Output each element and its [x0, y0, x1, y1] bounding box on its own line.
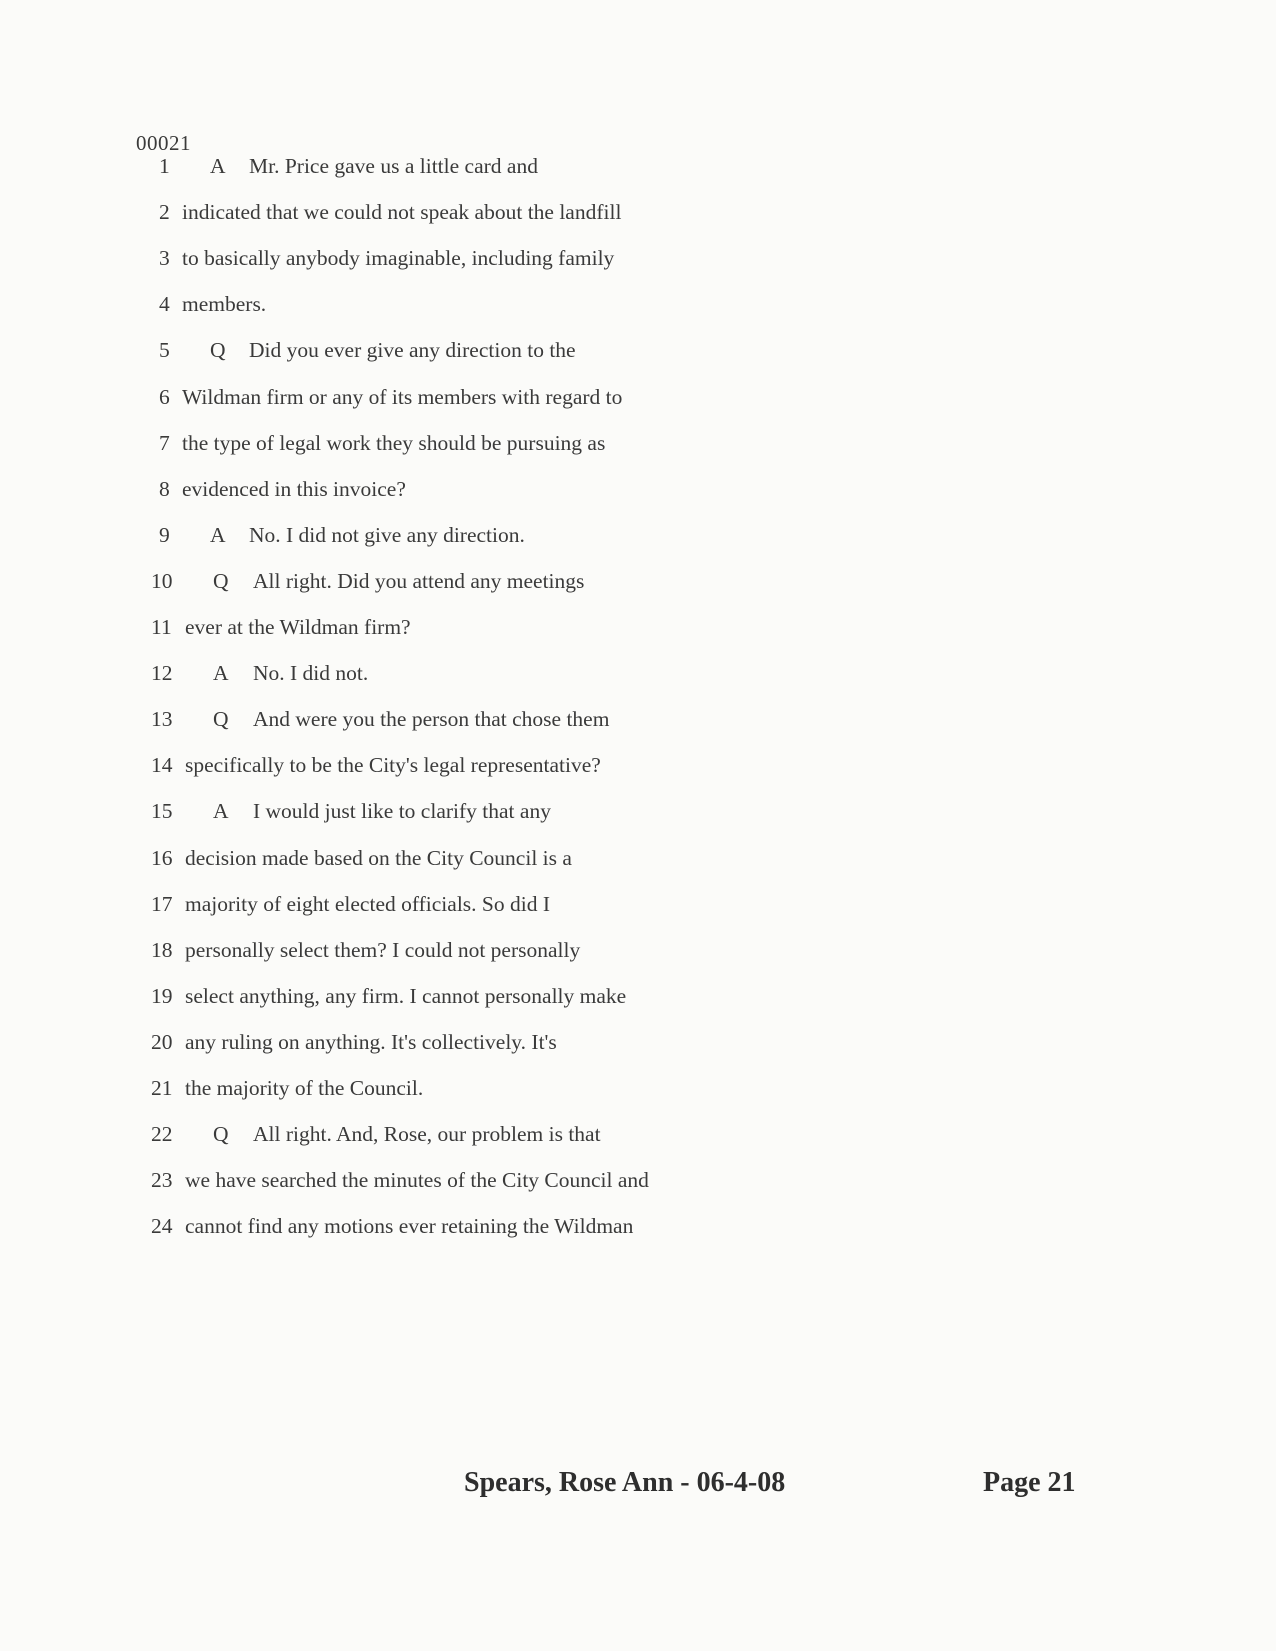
line-number: 17 [151, 891, 173, 916]
transcript-line [0, 1030, 1276, 1060]
line-number: 5 [159, 338, 170, 363]
transcript-line [0, 938, 1276, 968]
speaker-label: A [210, 154, 226, 178]
line-number: 11 [151, 615, 172, 639]
testimony-text: ever at the Wildman firm? [185, 615, 411, 639]
line-number: 21 [151, 1076, 173, 1100]
transcript-line [0, 799, 1276, 829]
line-number: 20 [151, 1029, 173, 1054]
line-number: 19 [151, 983, 173, 1008]
speaker-label: Q [213, 568, 229, 593]
line-number: 2 [159, 200, 170, 225]
testimony-text: majority of eight elected officials. So did I [185, 891, 551, 916]
testimony-text: Did you ever give any direction to the [249, 338, 576, 363]
transcript-line [0, 200, 1276, 230]
speaker-label: Q [213, 707, 229, 732]
transcript-line [0, 569, 1276, 599]
footer-page-number: Page 21 [983, 1467, 1076, 1498]
speaker-label: A [210, 522, 226, 547]
transcript-line [0, 1168, 1276, 1198]
transcript-page-number: 00021 [136, 131, 191, 155]
line-number: 1 [159, 154, 170, 178]
line-number: 24 [151, 1214, 173, 1239]
speaker-label: Q [213, 1122, 229, 1147]
testimony-text: specifically to be the City's legal representative? [185, 753, 601, 778]
transcript-line [0, 154, 1276, 184]
line-number: 9 [159, 522, 170, 547]
speaker-label: A [213, 799, 229, 824]
line-number: 4 [159, 292, 170, 317]
transcript-line [0, 338, 1276, 368]
transcript-line [0, 431, 1276, 461]
testimony-text: the type of legal work they should be pursuing as [182, 430, 606, 455]
testimony-text: we have searched the minutes of the City Council and [185, 1168, 649, 1193]
testimony-text: the majority of the Council. [185, 1076, 424, 1100]
testimony-text: indicated that we could not speak about the landfill [182, 200, 622, 225]
line-number: 23 [151, 1168, 173, 1193]
transcript-line [0, 1076, 1276, 1106]
transcript-line [0, 1214, 1276, 1244]
testimony-text: All right. And, Rose, our problem is that [253, 1122, 601, 1147]
transcript-line [0, 246, 1276, 276]
speaker-label: A [213, 661, 229, 686]
line-number: 6 [159, 384, 170, 409]
speaker-label: Q [210, 338, 226, 363]
testimony-text: any ruling on anything. It's collectively. It's [185, 1029, 557, 1054]
transcript-line [0, 892, 1276, 922]
line-number: 10 [151, 568, 173, 593]
testimony-text: And were you the person that chose them [253, 707, 610, 732]
transcript-line [0, 984, 1276, 1014]
testimony-text: Wildman firm or any of its members with regard to [182, 384, 623, 409]
transcript-line [0, 846, 1276, 876]
testimony-text: cannot find any motions ever retaining the Wildman [185, 1214, 634, 1239]
transcript-line [0, 1122, 1276, 1152]
line-number: 22 [151, 1122, 173, 1147]
line-number: 3 [159, 246, 170, 271]
transcript-line [0, 707, 1276, 737]
transcript-line [0, 292, 1276, 322]
transcript-line [0, 523, 1276, 553]
line-number: 13 [151, 707, 173, 732]
line-number: 8 [159, 476, 170, 501]
testimony-text: evidenced in this invoice? [182, 476, 406, 501]
transcript-line [0, 385, 1276, 415]
testimony-text: to basically anybody imaginable, including family [182, 246, 615, 271]
line-number: 18 [151, 937, 173, 962]
line-number: 12 [151, 661, 173, 686]
transcript-line [0, 661, 1276, 691]
testimony-text: No. I did not give any direction. [249, 522, 525, 547]
transcript-line [0, 477, 1276, 507]
transcript-line [0, 753, 1276, 783]
testimony-text: No. I did not. [253, 661, 369, 686]
line-number: 15 [151, 799, 173, 824]
testimony-text: select anything, any firm. I cannot personally make [185, 983, 627, 1008]
testimony-text: decision made based on the City Council is a [185, 845, 572, 870]
line-number: 14 [151, 753, 173, 778]
transcript-line [0, 615, 1276, 645]
line-number: 16 [151, 845, 173, 870]
testimony-text: personally select them? I could not personally [185, 937, 581, 962]
line-number: 7 [159, 430, 170, 455]
footer-deponent-date: Spears, Rose Ann - 06-4-08 [464, 1467, 786, 1498]
testimony-text: Mr. Price gave us a little card and [249, 154, 538, 178]
testimony-text: I would just like to clarify that any [253, 799, 551, 824]
testimony-text: members. [182, 292, 267, 317]
testimony-text: All right. Did you attend any meetings [253, 568, 585, 593]
